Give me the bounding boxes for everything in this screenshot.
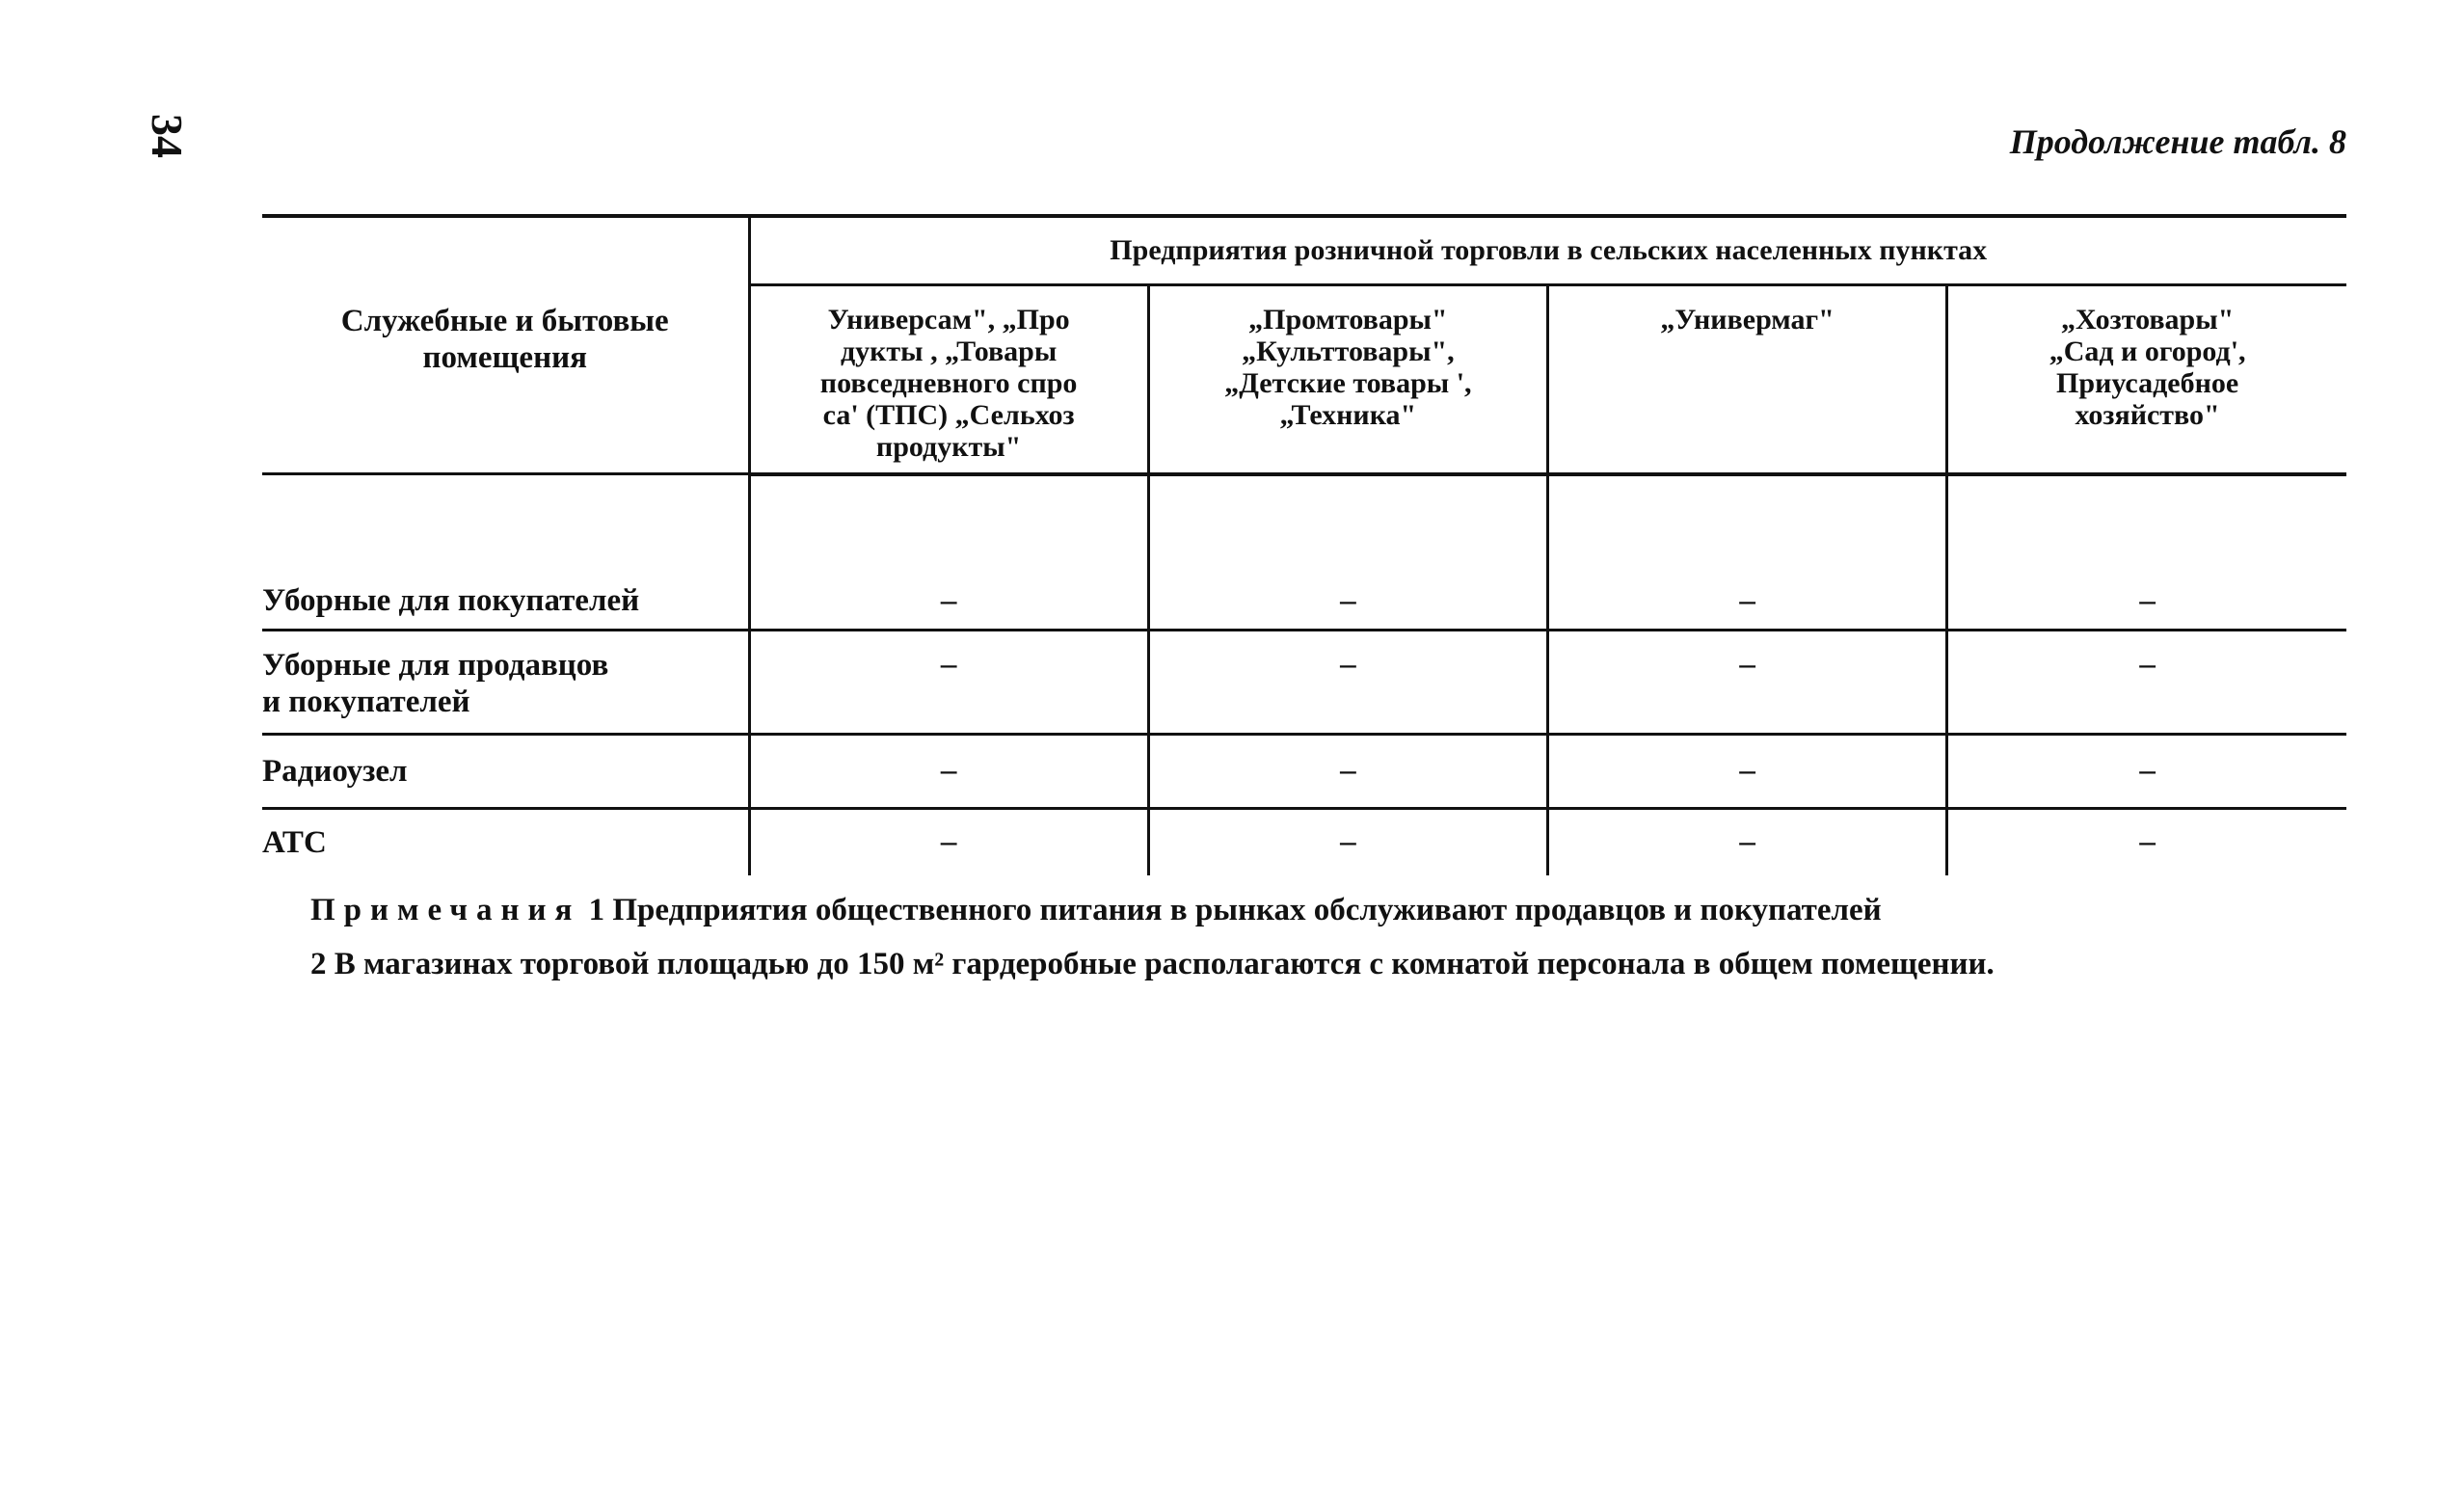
table-cell: – xyxy=(1548,474,1947,631)
column-header-promtovary: „Промтовары" „Культтовары", „Детские товары ', „Техника" xyxy=(1148,285,1547,474)
column-header-universam: Универсам", „Про дукты , „Товары повседневного спро са' (ТПС) „Сельхоз продукты" xyxy=(749,285,1148,474)
rooms-table xyxy=(262,214,2346,875)
table-notes xyxy=(310,883,1995,991)
table-cell: – xyxy=(1148,630,1547,734)
group-header: Предприятия розничной торговли в сельских населенных пунктах xyxy=(749,216,2346,285)
table-cell: – xyxy=(1947,734,2346,808)
notes-title: Примечания xyxy=(310,893,581,927)
table-cell: – xyxy=(1548,808,1947,875)
table-cell: – xyxy=(1148,474,1547,631)
table-row xyxy=(262,630,2346,734)
table-cell: – xyxy=(1947,474,2346,631)
table-cell: – xyxy=(2139,824,2156,859)
column-header-khoztovary: „Хозтовары" „Сад и огород', Приусадебное хозяйство" xyxy=(1947,285,2346,474)
row-label: АТС xyxy=(262,808,749,875)
row-label: Уборные для продавцов и покупателей xyxy=(262,630,749,734)
table-cell: – xyxy=(749,474,1148,631)
table-cell: – xyxy=(1148,734,1547,808)
table-cell: – xyxy=(749,808,1148,875)
table-cell: – xyxy=(1548,630,1947,734)
table-cell: – xyxy=(1548,734,1947,808)
stub-header: Служебные и бытовые помещения xyxy=(262,216,749,474)
column-header-univermag: „Универмаг" xyxy=(1548,285,1947,474)
table-cell: – xyxy=(1947,630,2346,734)
row-label: Уборные для покупателей xyxy=(262,474,749,631)
table-continuation-caption: Продолжение табл. 8 xyxy=(2009,122,2346,161)
table-row xyxy=(262,808,2346,875)
note-1-text: 1 Предприятия общественного питания в рынках обслуживают продавцов и покупателей xyxy=(588,893,1882,927)
table-cell: – xyxy=(749,734,1148,808)
note-1 xyxy=(310,883,1995,937)
table-cell: – xyxy=(749,630,1148,734)
table-row xyxy=(262,734,2346,808)
page-number: 34 xyxy=(143,114,192,158)
table-cell: – xyxy=(1148,808,1547,875)
note-2-text: 2 В магазинах торговой площадью до 150 м² гардеробные располагаются с комнатой персонала в общем помещении. xyxy=(310,947,1995,981)
table-row xyxy=(262,474,2346,631)
row-label: Радиоузел xyxy=(262,734,749,808)
